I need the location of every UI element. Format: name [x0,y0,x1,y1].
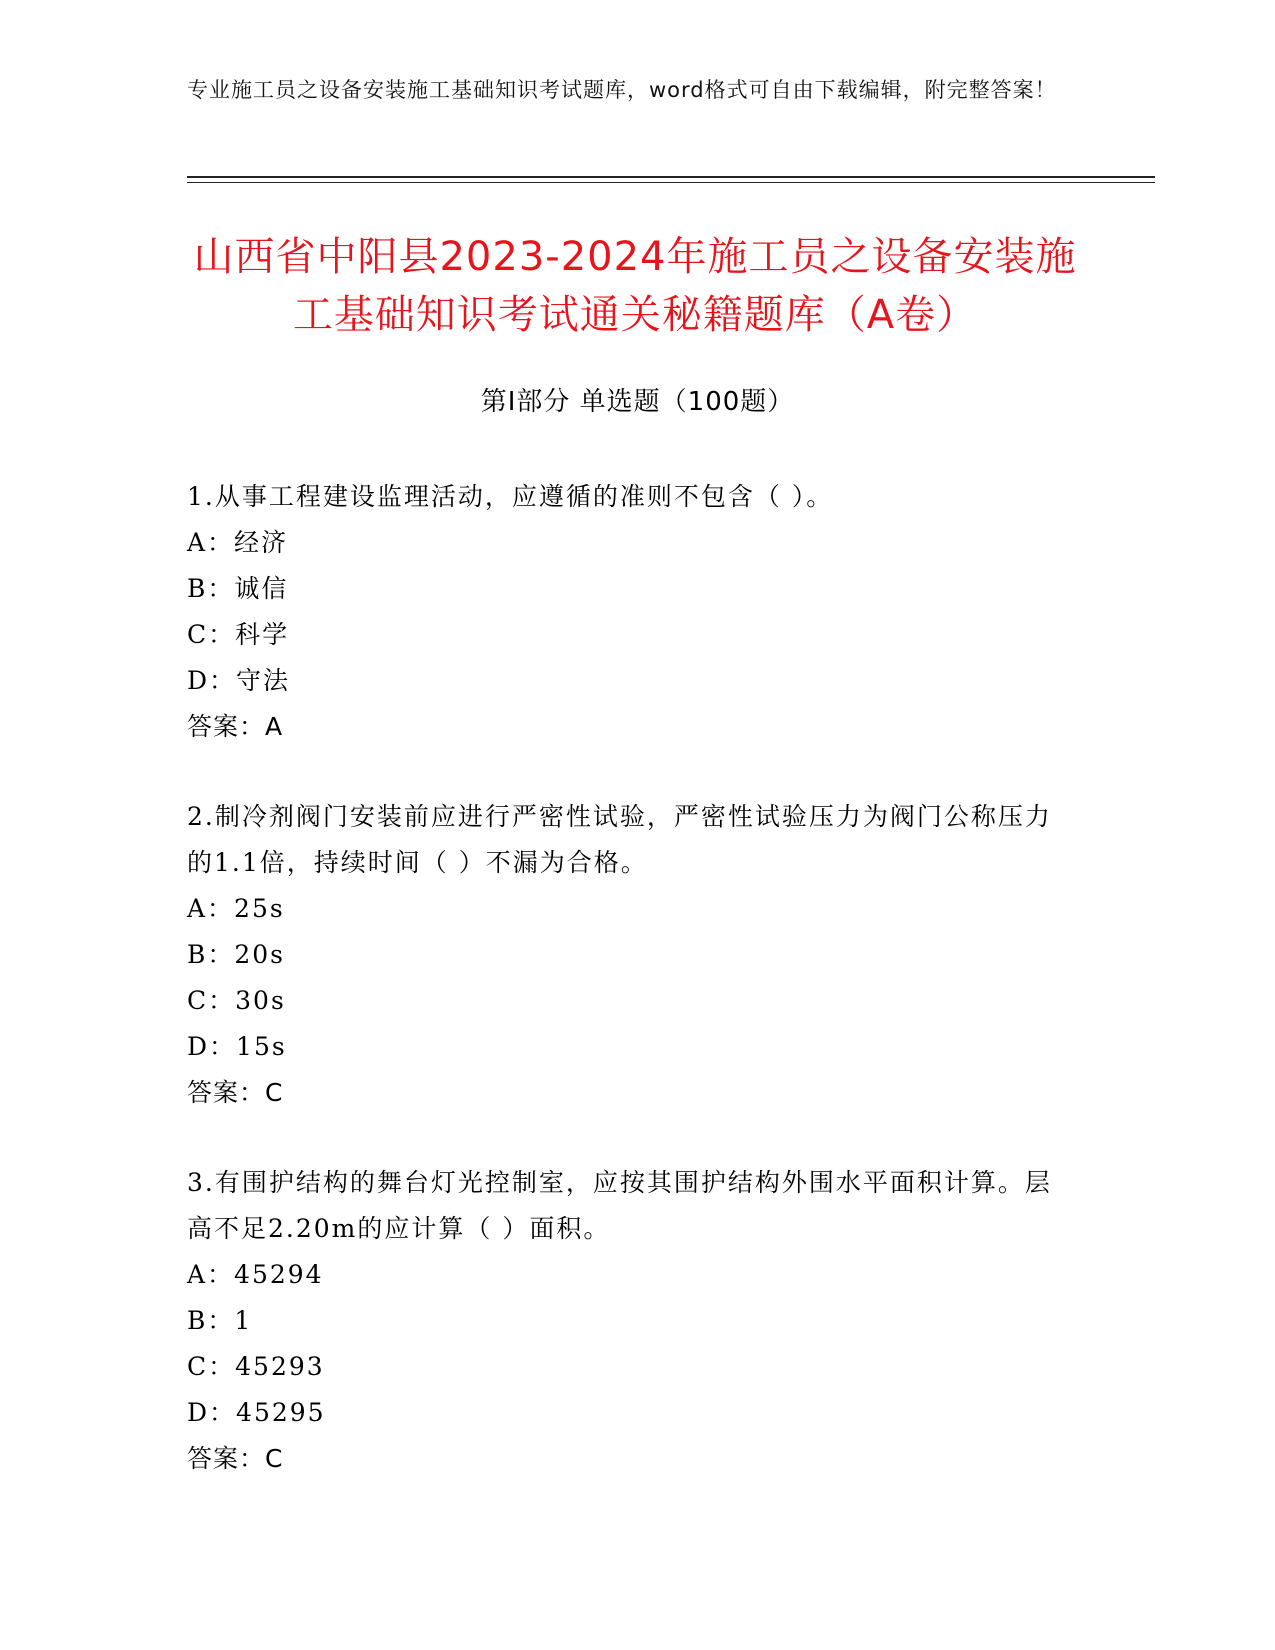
option-c: C：科学 [187,620,290,649]
option-d: D：45295 [187,1398,326,1427]
question-item [187,474,1067,750]
answer-line: 答案：C [187,1078,284,1107]
header-divider [187,176,1155,178]
question-item [187,794,1067,1116]
header-note: 专业施工员之设备安装施工基础知识考试题库，word格式可自由下载编辑，附完整答案！ [187,78,1057,102]
question-stem: 1.从事工程建设监理活动，应遵循的准则不包含（ ）。 [187,482,834,511]
option-b: B：20s [187,940,286,969]
option-b: B：1 [187,1306,253,1335]
question-stem: 2.制冷剂阀门安装前应进行严密性试验，严密性试验压力为阀门公称压力的1.1倍，持续时间（ ）不漏为合格。 [187,802,1052,877]
question-stem: 3.有围护结构的舞台灯光控制室，应按其围护结构外围水平面积计算。层高不足2.20m的应计算（ ）面积。 [187,1168,1052,1243]
answer-line: 答案：A [187,712,284,741]
option-a: A：45294 [187,1260,324,1289]
option-a: A：经济 [187,528,289,557]
question-item [187,1160,1067,1482]
header-divider-thin [187,182,1155,183]
answer-line: 答案：C [187,1444,284,1473]
option-b: B：诚信 [187,574,289,603]
option-d: D：守法 [187,666,291,695]
section-heading: 第I部分 单选题（100题） [480,387,795,417]
question-list [187,474,1067,1526]
option-c: C：45293 [187,1352,325,1381]
document-title: 山西省中阳县2023-2024年施工员之设备安装施工基础知识考试通关秘籍题库（A卷） [193,234,1077,338]
option-c: C：30s [187,986,286,1015]
option-a: A：25s [187,894,285,923]
option-d: D：15s [187,1032,287,1061]
